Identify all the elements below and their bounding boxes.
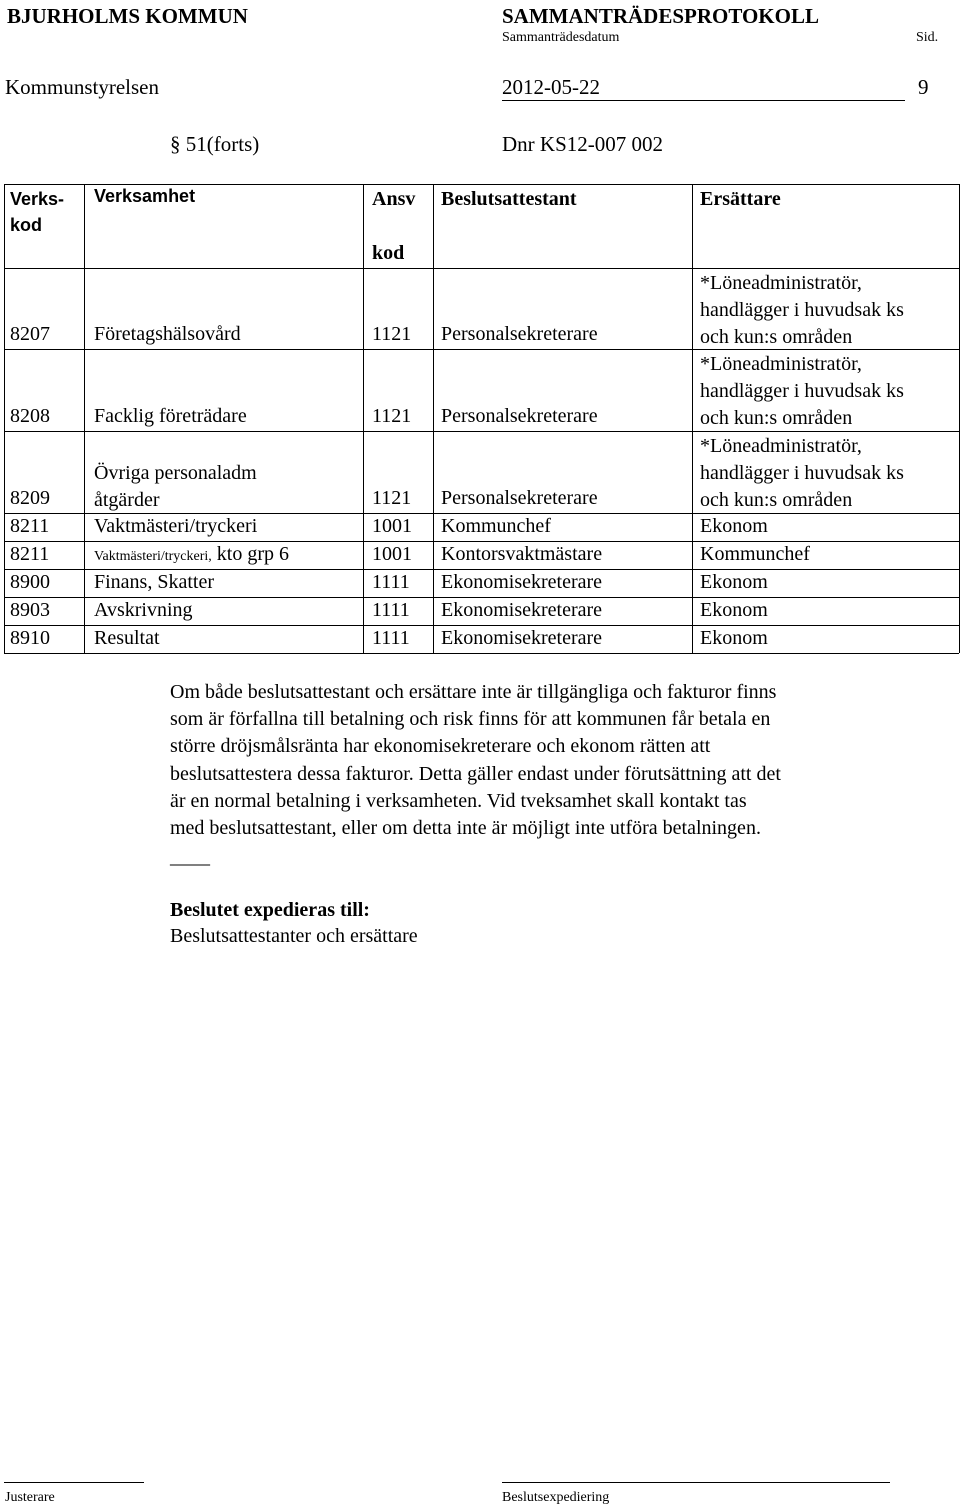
footer-justerare: Justerare [5,1490,55,1505]
cell-verksamhet: Avskrivning [94,599,193,621]
cell-attestant: Ekonomisekreterare [441,599,603,621]
cell-attestant: Ekonomisekreterare [441,571,603,593]
table-col-line [433,184,434,653]
cell-ansv: 1111 [372,571,410,593]
page-number: 9 [918,75,929,99]
committee-name: Kommunstyrelsen [5,75,159,99]
cell-ersattare: Kommunchef [700,543,810,565]
cell-ersattare: Ekonom [700,515,768,537]
cell-ansv: 1111 [372,599,410,621]
cell-verksamhet [94,543,289,566]
cell-ansv: 1121 [372,487,412,509]
cell-attestant: Kommunchef [441,515,551,537]
cell-verkskod: 8910 [10,627,50,649]
cell-attestant: Personalsekreterare [441,487,598,509]
table-border-left [4,184,5,653]
cell-verksamhet: Vaktmästeri/tryckeri [94,515,258,537]
header-underline [502,100,905,101]
table-line [4,625,959,626]
cell-ansv: 1111 [372,627,410,649]
page-label: Sid. [916,30,939,45]
column-header-verksamhet: Verksamhet [94,186,196,206]
cell-verkskod: 8207 [10,323,50,345]
paragraph-number: § 51(forts) [170,132,260,156]
body-paragraph: Om både beslutsattestant och ersättare inte är tillgängliga och fakturor finns som är förfallna till betalning och risk finns för att kommunen får betala en större dröjsmålsränta har ekonomisekreterare och ekonom rätten att beslutsattestera dessa fakturor. Detta gäller endast under förutsättning att det är en normal betalning i verksamheten. Vid tveksamhet skall kontakt tas med beslutsattestant, eller om detta inte är möjligt inte utföra betalningen. [170,681,781,840]
table-col-line [692,184,693,653]
cell-attestant: Kontorsvaktmästare [441,543,603,565]
cell-verkskod: 8900 [10,571,50,593]
cell-verkskod: 8208 [10,405,50,427]
table-line [4,268,959,269]
dnr: Dnr KS12-007 002 [502,132,663,156]
cell-verkskod: 8211 [10,515,50,537]
protocol-title: SAMMANTRÄDESPROTOKOLL [502,4,819,28]
footer-line-right [502,1482,890,1483]
cell-verksamhet: Övriga personaladm åtgärder [94,462,257,511]
cell-verkskod: 8903 [10,599,50,621]
cell-ansv: 1121 [372,323,412,345]
cell-verksamhet-small: Vaktmästeri/tryckeri, [94,549,212,564]
table-line [4,541,959,542]
table-line [4,597,959,598]
meeting-date: 2012-05-22 [502,75,600,99]
cell-ersattare: Ekonom [700,571,768,593]
cell-attestant: Ekonomisekreterare [441,627,603,649]
cell-verksamhet: Facklig företrädare [94,405,247,427]
expedition-heading: Beslutet expedieras till: [170,899,370,921]
table-col-line [84,184,85,653]
municipality-name: BJURHOLMS KOMMUN [7,4,248,28]
cell-verksamhet: Företagshälsovård [94,323,241,345]
footer-beslutsexpediering: Beslutsexpediering [502,1490,610,1505]
cell-ersattare: *Löneadministratör, handlägger i huvudsak ks och kun:s områden [700,353,904,429]
cell-ansv: 1001 [372,543,412,565]
column-header-ansv: Ansv [372,188,416,210]
column-header-ansv-kod: kod [372,242,405,264]
cell-ansv: 1121 [372,405,412,427]
meeting-date-label: Sammanträdesdatum [502,30,620,45]
table-border-bottom [4,653,959,654]
expedition-recipients: Beslutsattestanter och ersättare [170,925,418,947]
cell-ersattare: Ekonom [700,627,768,649]
footer-line-left [4,1482,144,1483]
cell-verksamhet-rest: kto grp 6 [211,543,290,565]
cell-ansv: 1001 [372,515,412,537]
cell-attestant: Personalsekreterare [441,323,598,345]
cell-verkskod: 8209 [10,487,50,509]
cell-verksamhet: Resultat [94,627,160,649]
cell-ersattare: *Löneadministratör, handlägger i huvudsak ks och kun:s områden [700,435,904,511]
column-header-ersattare: Ersättare [700,188,781,210]
cell-ersattare: *Löneadministratör, handlägger i huvudsak ks och kun:s områden [700,272,904,348]
table-line [4,569,959,570]
cell-verksamhet: Finans, Skatter [94,571,214,593]
table-border-top [4,184,959,185]
column-header-verkskod: Verks- kod [10,189,65,235]
cell-attestant: Personalsekreterare [441,405,598,427]
cell-ersattare: Ekonom [700,599,768,621]
separator: ____ [170,846,210,868]
table-col-line [363,184,364,653]
column-header-beslutsattestant: Beslutsattestant [441,188,577,210]
cell-verkskod: 8211 [10,543,50,565]
